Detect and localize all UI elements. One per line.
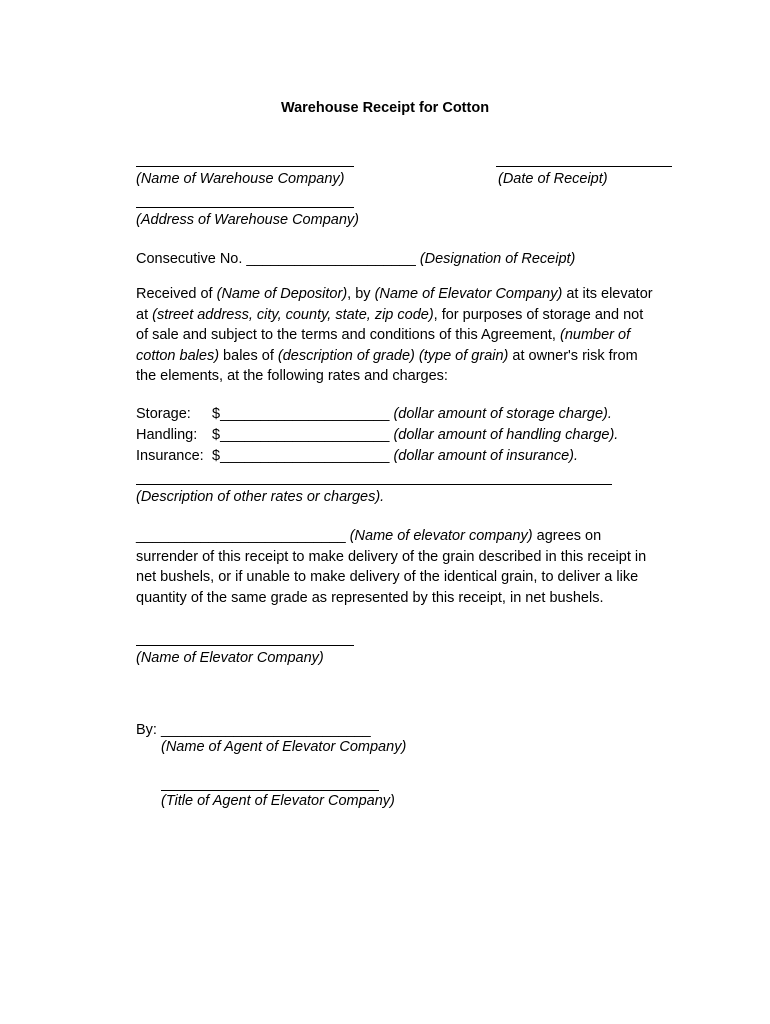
rate-desc: (dollar amount of storage charge). [393, 406, 612, 422]
agreement-line: net bushels, or if unable to make delivery of the identical grain, to deliver a like [136, 569, 639, 586]
received-paragraph [136, 284, 676, 387]
agreement-line: surrender of this receipt to make delivery of the grain described in this receipt in [136, 548, 647, 565]
rate-label: Insurance: [136, 448, 204, 464]
rate-desc: (dollar amount of insurance). [393, 448, 579, 464]
agent-title-line[interactable] [161, 790, 379, 791]
by-row [136, 722, 371, 739]
received-line: the elements, at the following rates and charges: [136, 368, 448, 385]
date-label: (Date of Receipt) [498, 171, 608, 187]
elevator-company-label: (Name of Elevator Company) [136, 650, 324, 666]
warehouse-address-line[interactable] [136, 207, 354, 208]
rate-blank[interactable]: $_____________________ [212, 427, 390, 443]
rate-row-handling [136, 427, 618, 444]
received-line: Received of (Name of Depositor), by (Name of Elevator Company) at its elevator [136, 286, 653, 302]
receipt-designation-label: (Designation of Receipt) [419, 251, 576, 267]
other-rates-line[interactable] [136, 484, 612, 485]
agent-title-label: (Title of Agent of Elevator Company) [161, 793, 395, 809]
consecutive-line [136, 251, 575, 268]
agreement-paragraph [136, 526, 676, 608]
document-title: Warehouse Receipt for Cotton [280, 100, 490, 116]
rate-blank[interactable]: $_____________________ [212, 448, 390, 464]
other-rates-label: (Description of other rates or charges). [136, 489, 385, 505]
agreement-line: quantity of the same grade as represented by this receipt, in net bushels. [136, 589, 604, 606]
agreement-line: __________________________ (Name of elevator company) agrees on [136, 528, 602, 544]
received-line: at (street address, city, county, state, zip code), for purposes of storage and not [136, 306, 644, 323]
elevator-company-blank[interactable]: __________________________ [136, 528, 346, 544]
consecutive-prefix: Consecutive No. [136, 251, 243, 267]
rate-label: Handling: [136, 427, 198, 443]
date-line[interactable] [496, 166, 672, 167]
agent-name-blank[interactable]: __________________________ [160, 722, 371, 738]
received-line: cotton bales) bales of (description of grade) (type of grain) at owner's risk from [136, 347, 638, 364]
consecutive-blank[interactable]: _____________________ [246, 251, 416, 267]
rate-label: Storage: [136, 406, 191, 422]
rate-row-storage [136, 406, 612, 423]
warehouse-name-label: (Name of Warehouse Company) [136, 171, 345, 187]
received-line: of sale and subject to the terms and conditions of this Agreement, (number of [136, 327, 631, 344]
warehouse-address-label: (Address of Warehouse Company) [136, 212, 359, 228]
agent-name-label: (Name of Agent of Elevator Company) [161, 739, 407, 755]
rate-desc: (dollar amount of handling charge). [393, 427, 619, 443]
rate-row-insurance [136, 448, 578, 465]
warehouse-name-line[interactable] [136, 166, 354, 167]
elevator-company-signature-line[interactable] [136, 645, 354, 646]
rate-blank[interactable]: $_____________________ [212, 406, 390, 422]
by-label: By: [136, 722, 157, 738]
